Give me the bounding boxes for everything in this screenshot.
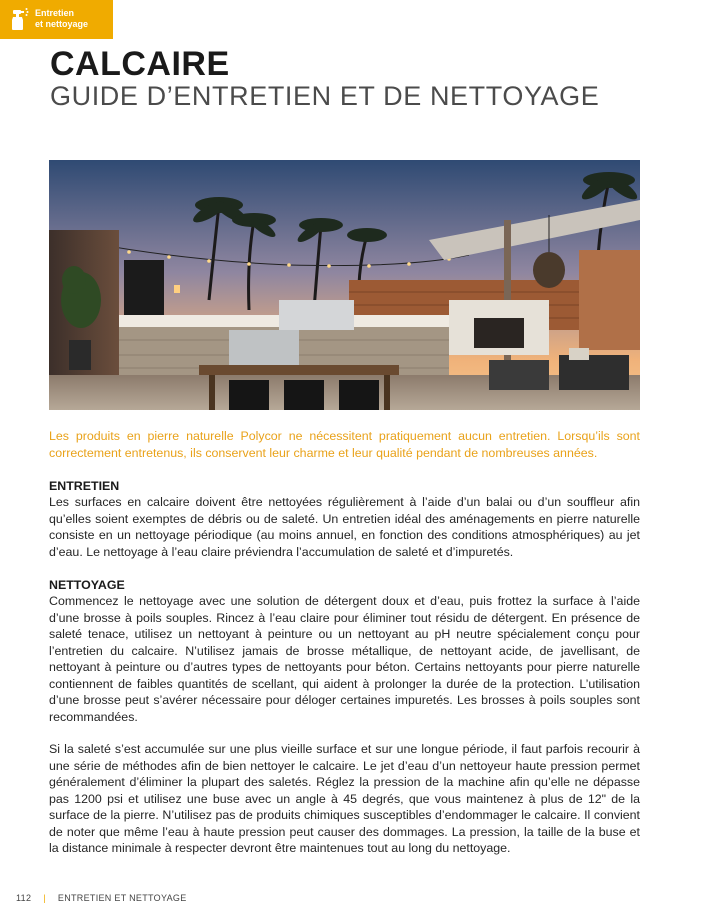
spray-bottle-icon	[7, 7, 29, 31]
category-tag-label: Entretien et nettoyage	[35, 8, 89, 29]
page-subtitle: GUIDE D’ENTRETIEN ET DE NETTOYAGE	[50, 81, 600, 111]
section-paragraph: Commencez le nettoyage avec une solution de détergent doux et d’eau, puis frottez la surface à l’aide d’une brosse à poils souples. Rincez à l’eau claire pour éliminer tout résidu de détergent. En présence de saleté tenace, utilisez un nettoyant à peinture ou un nettoyant au pH neutre spécialement conçu pour l’entretien du calcaire. N’utilisez jamais de brosse métallique, de nettoyant acide, de javellisant, de nettoyant à peinture ou d’autres types de nettoyants pour béton. Certains nettoyants pour pierre naturelle contiennent de faibles quantités de scellant, qui aident à prolonger la durée de la protection. L’utilisation d’une brosse peut s’avérer nécessaire pour déloger certaines impuretés. Les brosses à poils souples sont recommandées.	[49, 594, 640, 724]
section-heading-entretien: ENTRETIEN	[49, 479, 120, 493]
intro-paragraph: Les produits en pierre naturelle Polycor ne nécessitent pratiquement aucun entretien. Lorsqu’ils sont correctement entretenus, ils conservent leur charme et leur qualité pendant de nombreuses années.	[49, 429, 640, 460]
section-paragraph: Les surfaces en calcaire doivent être nettoyées régulièrement à l’aide d’un balai ou d’un souffleur afin qu’elles soient exemptes de débris ou de saleté. Un entretien idéal des aménagements en pierre naturelle consiste en un nettoyage périodique (au moins annuel, en fonction des conditions atmosphériques) au jet d’eau. Le nettoyage à l’eau claire préviendra l’accumulation de saleté et d’impuretés.	[49, 495, 640, 559]
category-tag	[0, 0, 113, 39]
page-title: CALCAIRE	[50, 45, 230, 83]
hero-photo	[49, 160, 640, 410]
footer-separator: |	[43, 893, 46, 903]
section-paragraph: Si la saleté s’est accumulée sur une plus vieille surface et sur une longue période, il faut parfois recourir à une série de méthodes afin de bien nettoyer le calcaire. Le jet d’eau d’un nettoyeur haute pression permet généralement d’éliminer la plupart des saletés. Réglez la pression de la machine afin qu’elle ne dépasse pas 1200 psi et utilisez une buse avec un angle à 45 degrés, que vous maintenez à plus de 12" de la surface de la pierre. N’utilisez pas de produits chimiques susceptibles d’endommager le calcaire. Il convient de noter que même l’eau à haute pression peut causer des dommages. La pression, la taille de la buse et la distance minimale à respecter devront être maintenues tout au long du nettoyage.	[49, 742, 640, 855]
page-number: 112	[16, 893, 32, 903]
page-footer	[16, 892, 187, 904]
footer-section-label: ENTRETIEN ET NETTOYAGE	[57, 893, 187, 903]
section-heading-nettoyage: NETTOYAGE	[49, 578, 125, 592]
